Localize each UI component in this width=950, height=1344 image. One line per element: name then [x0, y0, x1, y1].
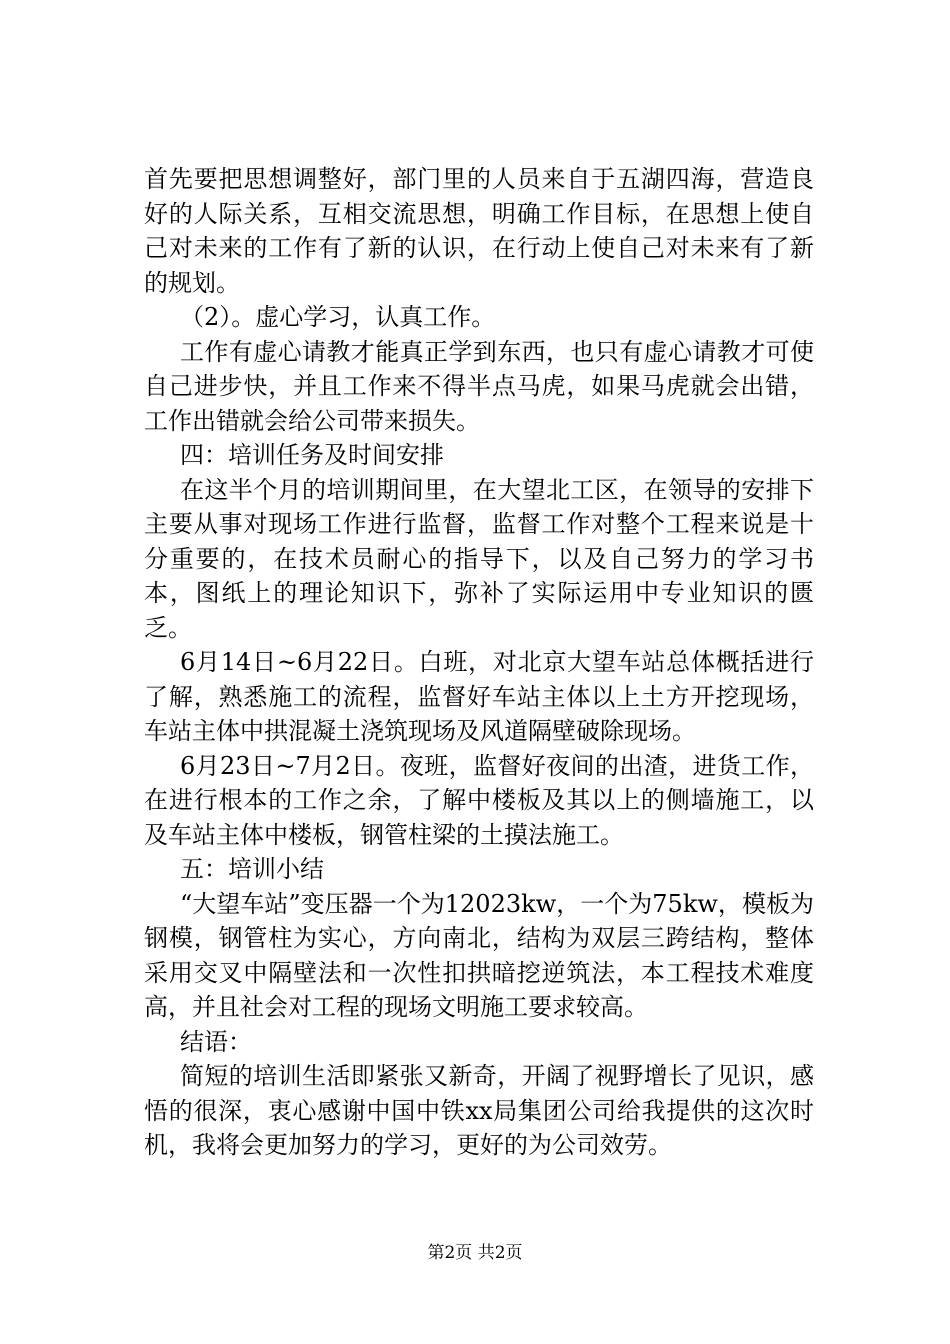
section-heading-summary: 五：培训小结	[180, 855, 324, 883]
section-heading-conclusion: 结语：	[180, 1027, 252, 1056]
paragraph-heading-learn: （2）。虚心学习，认真工作。	[180, 303, 496, 331]
paragraph-station-summary: “大望车站”变压器一个为12023kw，一个为75kw，模板为钢模，钢管柱为实心，方向南北，结构为双层三跨结构，整体采用交叉中隔壁法和一次性扣拱暗挖逆筑法，本工程技术难度高，并且社会对工程的现场文明施工要求较高。	[144, 889, 814, 1021]
paragraph-training-period: 在这半个月的培训期间里，在大望北工区，在领导的安排下主要从事对现场工作进行监督，监督工作对整个工程来说是十分重要的，在技术员耐心的指导下，以及自己努力的学习书本，图纸上的理论知识下，弥补了实际运用中专业知识的匮乏。	[144, 475, 814, 642]
page-number: 第2页 共2页	[427, 1243, 523, 1263]
document-body	[144, 162, 814, 1163]
section-heading-schedule: 四：培训任务及时间安排	[180, 441, 444, 469]
paragraph-day-shift: 6月14日~6月22日。白班，对北京大望车站总体概括进行了解，熟悉施工的流程，监督好车站主体以上土方开挖现场，车站主体中拱混凝土浇筑现场及风道隔壁破除现场。	[144, 648, 814, 745]
paragraph-conclusion: 简短的培训生活即紧张又新奇，开阔了视野增长了见识，感悟的很深，衷心感谢中国中铁xx局集团公司给我提供的这次时机，我将会更加努力的学习，更好的为公司效劳。	[144, 1062, 814, 1159]
paragraph-learn: 工作有虚心请教才能真正学到东西，也只有虚心请教才可使自己进步快，并且工作来不得半点马虎，如果马虎就会出错，工作出错就会给公司带来损失。	[144, 337, 814, 435]
paragraph-mindset: 首先要把思想调整好，部门里的人员来自于五湖四海，营造良好的人际关系，互相交流思想，明确工作目标，在思想上使自己对未来的工作有了新的认识，在行动上使自己对未来有了新的规划。	[144, 165, 814, 297]
paragraph-night-shift: 6月23日~7月2日。夜班，监督好夜间的出渣，进货工作，在进行根本的工作之余，了解中楼板及其以上的侧墙施工，以及车站主体中楼板，钢管柱梁的土摸法施工。	[144, 751, 814, 849]
